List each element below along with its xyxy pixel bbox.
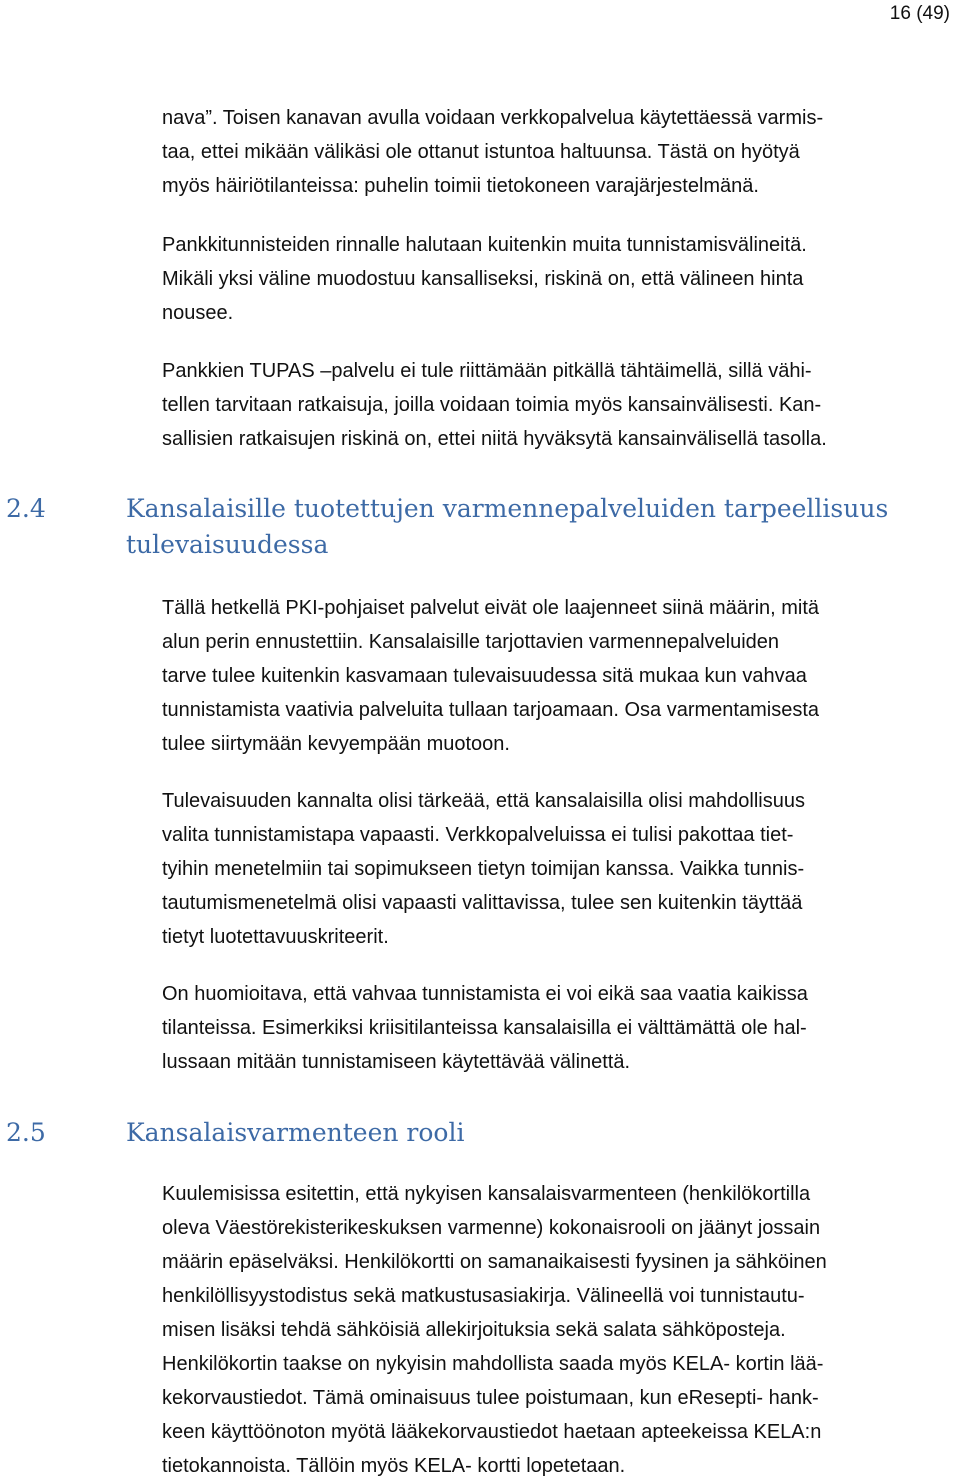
section-heading-2-4: [6, 491, 926, 563]
section-title: Kansalaisvarmenteen rooli: [126, 1118, 465, 1147]
section-number: 2.5: [6, 1118, 46, 1147]
paragraph-crisis-situations: On huomioitava, että vahvaa tunnistamista ei voi eikä saa vaatia kaikissa tilanteissa. Esimerkiksi kriisitilanteissa kansalaisilla ei välttämättä ole hal- lussaan mitään tunnistamiseen käytettävää välinettä.: [162, 983, 808, 1073]
paragraph-citizen-certificate: Kuulemisissa esitettin, että nykyisen kansalaisvarmenteen (henkilökortilla oleva Väestörekisterikeskuksen varmenne) kokonaisrooli on jäänyt jossain määrin epäselväksi. Henkilökortti on samanaikaisesti fyysinen ja sähköinen henkilöllisyystodistus sekä matkustusasiakirja. Välineellä voi tunnistautu- misen lisäksi tehdä sähköisiä allekirjoituksia sekä salata sähköposteja. Henkilökortin taakse on nykyisin mahdollista saada myös KELA- kortin lää- kekorvaustiedot. Tämä ominaisuus tulee poistumaan, kun eResepti- hank- keen käyttöönoton myötä lääkekorvaustiedot haetaan apteekeissa KELA:n tietokannoista. Tällöin myös KELA- kortti lopetetaan.: [162, 1183, 827, 1477]
paragraph-tupas-service: Pankkien TUPAS –palvelu ei tule riittämään pitkällä tähtäimellä, sillä vähi- tellen tarvitaan ratkaisuja, joilla voidaan toimia myös kansainvälisesti. Kan- sallisien ratkaisujen riskinä on, ettei niitä hyväksytä kansainvälisellä tasolla.: [162, 360, 827, 450]
page-number: 16 (49): [889, 3, 950, 24]
paragraph-free-choice: Tulevaisuuden kannalta olisi tärkeää, että kansalaisilla olisi mahdollisuus valita tunnistamistapa vapaasti. Verkkopalveluissa ei tulisi pakottaa tiet- tyihin menetelmiin tai sopimukseen tietyn toimijan kanssa. Vaikka tunnis- tautumismenetelmä olisi vapaasti valittavissa, tulee sen kuitenkin täyttää tietyt luotettavuuskriteerit.: [162, 790, 805, 948]
paragraph-pki-services: Tällä hetkellä PKI-pohjaiset palvelut eivät ole laajenneet siinä määrin, mitä alun perin ennustettiin. Kansalaisille tarjottavien varmennepalveluiden tarve tulee kuitenkin kasvamaan tulevaisuudessa sitä mukaa kun vahvaa tunnistamista vaativia palveluita tullaan tarjoamaan. Osa varmentamisesta tulee siirtymään kevyempään muotoon.: [162, 597, 820, 755]
section-title: Kansalaisille tuotettujen varmennepalveluiden tarpeellisuus tulevaisuudessa: [126, 494, 889, 559]
section-heading-2-5: [6, 1115, 926, 1151]
section-number: 2.4: [6, 494, 46, 523]
paragraph-second-channel: nava”. Toisen kanavan avulla voidaan verkkopalvelua käytettäessä varmis- taa, ettei mikään välikäsi ole ottanut istuntoa haltuunsa. Tästä on hyötyä myös häiriötilanteissa: puhelin toimii tietokoneen varajärjestelmänä.: [162, 107, 824, 197]
paragraph-bank-identifiers: Pankkitunnisteiden rinnalle halutaan kuitenkin muita tunnistamisvälineitä. Mikäli yksi väline muodostuu kansalliseksi, riskinä on, että välineen hinta nousee.: [162, 234, 807, 324]
